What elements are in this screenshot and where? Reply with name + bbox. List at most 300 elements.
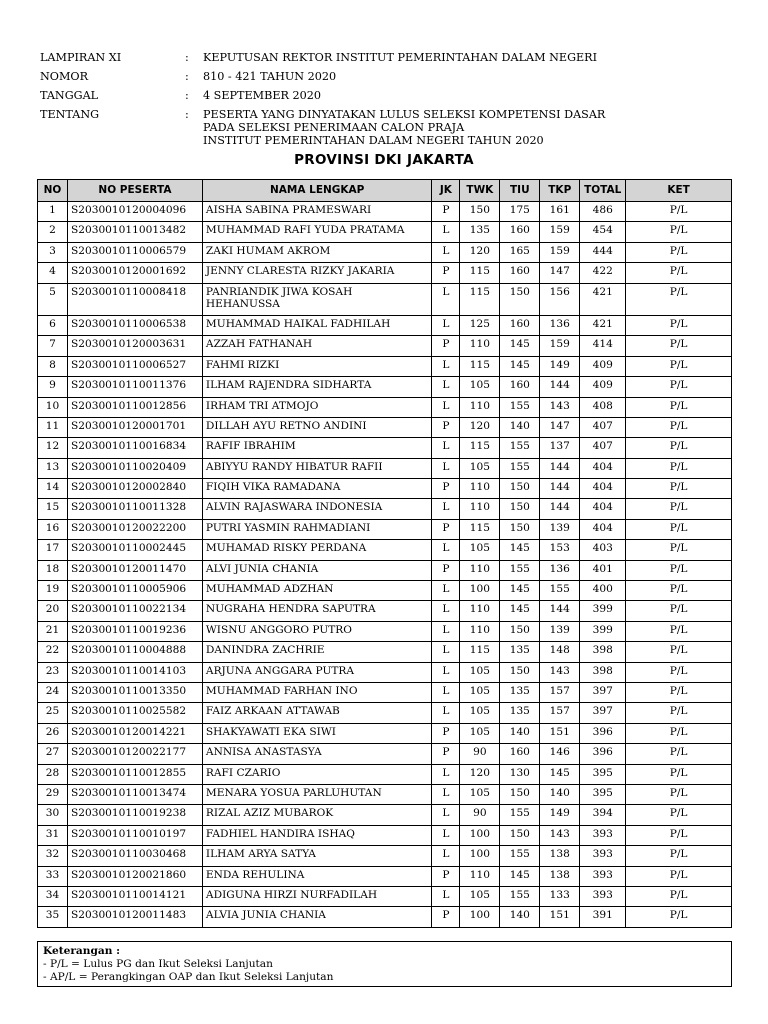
cell-twk: 120 — [460, 764, 500, 784]
cell-no: 25 — [38, 703, 68, 723]
cell-ket: P/L — [626, 377, 732, 397]
header-label: NOMOR — [40, 70, 89, 83]
cell-no: 9 — [38, 377, 68, 397]
table-row — [38, 886, 732, 906]
header-value-line: INSTITUT PEMERINTAHAN DALAM NEGERI TAHUN 2020 — [203, 134, 544, 147]
cell-no-peserta: S2030010120002840 — [67, 479, 202, 499]
cell-nama-lengkap: WISNU ANGGORO PUTRO — [202, 621, 432, 641]
table-body — [38, 202, 732, 928]
province-title: PROVINSI DKI JAKARTA — [294, 152, 474, 168]
cell-total: 444 — [580, 242, 626, 262]
cell-tiu: 145 — [500, 866, 540, 886]
cell-total: 395 — [580, 764, 626, 784]
cell-jk: L — [432, 805, 460, 825]
cell-total: 399 — [580, 621, 626, 641]
header-separator: : — [185, 70, 189, 83]
cell-total: 422 — [580, 263, 626, 283]
cell-no: 2 — [38, 222, 68, 242]
cell-ket: P/L — [626, 825, 732, 845]
cell-no: 12 — [38, 438, 68, 458]
cell-tiu: 160 — [500, 744, 540, 764]
cell-tiu: 160 — [500, 315, 540, 335]
header-label: LAMPIRAN XI — [40, 51, 122, 64]
header-separator: : — [185, 89, 189, 102]
notes-box — [37, 941, 732, 987]
cell-nama-lengkap: MUHAMMAD HAIKAL FADHILAH — [202, 315, 432, 335]
cell-tkp: 149 — [540, 805, 580, 825]
cell-jk: L — [432, 315, 460, 335]
cell-total: 408 — [580, 397, 626, 417]
cell-no: 6 — [38, 315, 68, 335]
cell-jk: L — [432, 438, 460, 458]
cell-no: 13 — [38, 458, 68, 478]
cell-tkp: 139 — [540, 621, 580, 641]
cell-ket: P/L — [626, 479, 732, 499]
table-row — [38, 866, 732, 886]
header-row-nomor — [40, 70, 720, 83]
cell-nama-lengkap: AISHA SABINA PRAMESWARI — [202, 202, 432, 222]
cell-nama-lengkap: IRHAM TRI ATMOJO — [202, 397, 432, 417]
cell-tiu: 135 — [500, 642, 540, 662]
cell-no-peserta: S2030010110006538 — [67, 315, 202, 335]
header-row-lampiran — [40, 51, 720, 64]
cell-jk: P — [432, 560, 460, 580]
cell-jk: L — [432, 222, 460, 242]
cell-total: 486 — [580, 202, 626, 222]
cell-nama-lengkap: MUHAMMAD ADZHAN — [202, 581, 432, 601]
cell-tiu: 150 — [500, 784, 540, 804]
cell-tiu: 155 — [500, 438, 540, 458]
cell-nama-lengkap: MUHAMMAD RAFI YUDA PRATAMA — [202, 222, 432, 242]
cell-no: 15 — [38, 499, 68, 519]
cell-tiu: 135 — [500, 703, 540, 723]
cell-nama-lengkap: ADIGUNA HIRZI NURFADILAH — [202, 886, 432, 906]
cell-jk: L — [432, 703, 460, 723]
header-value-line: PESERTA YANG DINYATAKAN LULUS SELEKSI KOMPETENSI DASAR — [203, 108, 606, 121]
cell-jk: L — [432, 846, 460, 866]
cell-jk: L — [432, 458, 460, 478]
table-row — [38, 682, 732, 702]
cell-tkp: 144 — [540, 499, 580, 519]
cell-jk: L — [432, 621, 460, 641]
column-header-total: TOTAL — [580, 180, 626, 202]
cell-tiu: 140 — [500, 723, 540, 743]
table-row — [38, 560, 732, 580]
cell-total: 421 — [580, 315, 626, 335]
cell-no: 20 — [38, 601, 68, 621]
cell-tiu: 130 — [500, 764, 540, 784]
cell-ket: P/L — [626, 866, 732, 886]
cell-jk: P — [432, 417, 460, 437]
column-header-no: NO — [38, 180, 68, 202]
table-row — [38, 222, 732, 242]
cell-no: 17 — [38, 540, 68, 560]
table-row — [38, 621, 732, 641]
cell-jk: L — [432, 242, 460, 262]
cell-no-peserta: S2030010110010197 — [67, 825, 202, 845]
cell-twk: 115 — [460, 263, 500, 283]
cell-twk: 150 — [460, 202, 500, 222]
header-label: TANGGAL — [40, 89, 99, 102]
table-row — [38, 744, 732, 764]
cell-no-peserta: S2030010120014221 — [67, 723, 202, 743]
cell-no-peserta: S2030010110014121 — [67, 886, 202, 906]
cell-nama-lengkap: MUHAMAD RISKY PERDANA — [202, 540, 432, 560]
table-row — [38, 438, 732, 458]
cell-total: 393 — [580, 886, 626, 906]
cell-tiu: 140 — [500, 417, 540, 437]
cell-twk: 105 — [460, 723, 500, 743]
cell-no: 11 — [38, 417, 68, 437]
cell-no: 24 — [38, 682, 68, 702]
table-row — [38, 723, 732, 743]
cell-nama-lengkap: ZAKI HUMAM AKROM — [202, 242, 432, 262]
cell-twk: 105 — [460, 458, 500, 478]
cell-jk: L — [432, 499, 460, 519]
cell-jk: P — [432, 479, 460, 499]
table-row — [38, 283, 732, 315]
cell-total: 407 — [580, 417, 626, 437]
cell-total: 394 — [580, 805, 626, 825]
cell-no-peserta: S2030010110004888 — [67, 642, 202, 662]
cell-twk: 115 — [460, 283, 500, 315]
cell-twk: 105 — [460, 377, 500, 397]
cell-tkp: 157 — [540, 703, 580, 723]
column-header-tiu: TIU — [500, 180, 540, 202]
cell-tkp: 151 — [540, 723, 580, 743]
cell-nama-lengkap: AZZAH FATHANAH — [202, 336, 432, 356]
cell-nama-lengkap: RAFIF IBRAHIM — [202, 438, 432, 458]
cell-twk: 115 — [460, 438, 500, 458]
cell-twk: 100 — [460, 581, 500, 601]
cell-twk: 110 — [460, 397, 500, 417]
cell-tkp: 145 — [540, 764, 580, 784]
cell-tkp: 147 — [540, 417, 580, 437]
column-header-no-peserta: NO PESERTA — [67, 180, 202, 202]
cell-twk: 110 — [460, 336, 500, 356]
cell-no: 3 — [38, 242, 68, 262]
table-row — [38, 263, 732, 283]
cell-no-peserta: S2030010110012856 — [67, 397, 202, 417]
table-row — [38, 642, 732, 662]
cell-tiu: 150 — [500, 479, 540, 499]
cell-tiu: 140 — [500, 907, 540, 927]
cell-ket: P/L — [626, 222, 732, 242]
cell-twk: 100 — [460, 907, 500, 927]
cell-jk: P — [432, 723, 460, 743]
cell-no: 27 — [38, 744, 68, 764]
cell-tiu: 175 — [500, 202, 540, 222]
column-header-ket: KET — [626, 180, 732, 202]
cell-nama-lengkap: ENDA REHULINA — [202, 866, 432, 886]
cell-tiu: 135 — [500, 682, 540, 702]
cell-twk: 115 — [460, 642, 500, 662]
table-row — [38, 242, 732, 262]
cell-tiu: 150 — [500, 499, 540, 519]
cell-nama-lengkap: NUGRAHA HENDRA SAPUTRA — [202, 601, 432, 621]
cell-nama-lengkap: DANINDRA ZACHRIE — [202, 642, 432, 662]
cell-no-peserta: S2030010110013350 — [67, 682, 202, 702]
table-header-row — [38, 180, 732, 202]
table-row — [38, 458, 732, 478]
cell-no: 28 — [38, 764, 68, 784]
table-row — [38, 315, 732, 335]
document-header — [40, 51, 720, 147]
cell-no: 5 — [38, 283, 68, 315]
cell-twk: 90 — [460, 744, 500, 764]
cell-total: 404 — [580, 479, 626, 499]
cell-total: 409 — [580, 377, 626, 397]
results-table — [37, 179, 732, 928]
cell-nama-lengkap: MENARA YOSUA PARLUHUTAN — [202, 784, 432, 804]
notes-title: Keterangan : — [43, 945, 121, 957]
cell-no-peserta: S2030010110022134 — [67, 601, 202, 621]
cell-nama-lengkap: RIZAL AZIZ MUBAROK — [202, 805, 432, 825]
cell-total: 400 — [580, 581, 626, 601]
cell-twk: 110 — [460, 479, 500, 499]
table-row — [38, 764, 732, 784]
cell-no: 33 — [38, 866, 68, 886]
cell-tkp: 146 — [540, 744, 580, 764]
table-row — [38, 703, 732, 723]
table-row — [38, 784, 732, 804]
cell-ket: P/L — [626, 458, 732, 478]
cell-no-peserta: S2030010120022177 — [67, 744, 202, 764]
cell-no: 10 — [38, 397, 68, 417]
cell-tkp: 159 — [540, 222, 580, 242]
cell-ket: P/L — [626, 356, 732, 376]
notes-item: - AP/L = Perangkingan OAP dan Ikut Seleksi Lanjutan — [43, 971, 334, 983]
cell-twk: 100 — [460, 846, 500, 866]
cell-ket: P/L — [626, 242, 732, 262]
cell-no-peserta: S2030010110016834 — [67, 438, 202, 458]
cell-total: 414 — [580, 336, 626, 356]
cell-tkp: 144 — [540, 458, 580, 478]
cell-no-peserta: S2030010110008418 — [67, 283, 202, 315]
cell-no-peserta: S2030010120004096 — [67, 202, 202, 222]
table-row — [38, 202, 732, 222]
cell-twk: 135 — [460, 222, 500, 242]
cell-total: 404 — [580, 519, 626, 539]
cell-nama-lengkap: FIQIH VIKA RAMADANA — [202, 479, 432, 499]
cell-twk: 110 — [460, 601, 500, 621]
cell-tiu: 145 — [500, 540, 540, 560]
cell-twk: 110 — [460, 560, 500, 580]
cell-total: 397 — [580, 682, 626, 702]
cell-jk: P — [432, 866, 460, 886]
cell-no-peserta: S2030010120001692 — [67, 263, 202, 283]
cell-no: 14 — [38, 479, 68, 499]
cell-tiu: 155 — [500, 805, 540, 825]
cell-tkp: 151 — [540, 907, 580, 927]
cell-tkp: 159 — [540, 242, 580, 262]
cell-twk: 90 — [460, 805, 500, 825]
cell-nama-lengkap: RAFI CZARIO — [202, 764, 432, 784]
cell-ket: P/L — [626, 560, 732, 580]
cell-no: 4 — [38, 263, 68, 283]
table-row — [38, 479, 732, 499]
cell-nama-lengkap: ALVIA JUNIA CHANIA — [202, 907, 432, 927]
cell-tkp: 153 — [540, 540, 580, 560]
cell-tkp: 138 — [540, 866, 580, 886]
cell-total: 396 — [580, 744, 626, 764]
cell-twk: 105 — [460, 682, 500, 702]
cell-jk: L — [432, 682, 460, 702]
cell-tkp: 136 — [540, 315, 580, 335]
cell-total: 393 — [580, 866, 626, 886]
cell-total: 399 — [580, 601, 626, 621]
cell-no-peserta: S2030010110019236 — [67, 621, 202, 641]
cell-total: 421 — [580, 283, 626, 315]
cell-jk: L — [432, 764, 460, 784]
cell-no: 22 — [38, 642, 68, 662]
cell-tkp: 148 — [540, 642, 580, 662]
cell-no-peserta: S2030010110019238 — [67, 805, 202, 825]
cell-ket: P/L — [626, 581, 732, 601]
cell-tkp: 139 — [540, 519, 580, 539]
cell-jk: P — [432, 744, 460, 764]
table-row — [38, 540, 732, 560]
cell-total: 396 — [580, 723, 626, 743]
cell-no-peserta: S2030010110014103 — [67, 662, 202, 682]
cell-total: 393 — [580, 825, 626, 845]
cell-jk: L — [432, 581, 460, 601]
table-row — [38, 397, 732, 417]
cell-no-peserta: S2030010110025582 — [67, 703, 202, 723]
cell-tkp: 144 — [540, 479, 580, 499]
cell-ket: P/L — [626, 642, 732, 662]
cell-no-peserta: S2030010120021860 — [67, 866, 202, 886]
table-row — [38, 825, 732, 845]
cell-ket: P/L — [626, 499, 732, 519]
column-header-jk: JK — [432, 180, 460, 202]
cell-twk: 100 — [460, 825, 500, 845]
cell-no-peserta: S2030010120001701 — [67, 417, 202, 437]
cell-ket: P/L — [626, 907, 732, 927]
cell-tiu: 145 — [500, 336, 540, 356]
cell-tiu: 165 — [500, 242, 540, 262]
cell-tkp: 143 — [540, 825, 580, 845]
cell-tiu: 160 — [500, 222, 540, 242]
table-row — [38, 601, 732, 621]
header-separator: : — [185, 51, 189, 64]
cell-jk: L — [432, 886, 460, 906]
cell-ket: P/L — [626, 438, 732, 458]
cell-ket: P/L — [626, 417, 732, 437]
cell-tiu: 150 — [500, 662, 540, 682]
cell-ket: P/L — [626, 202, 732, 222]
cell-total: 395 — [580, 784, 626, 804]
cell-ket: P/L — [626, 540, 732, 560]
cell-tiu: 160 — [500, 263, 540, 283]
cell-nama-lengkap: SHAKYAWATI EKA SIWI — [202, 723, 432, 743]
cell-twk: 115 — [460, 519, 500, 539]
cell-ket: P/L — [626, 315, 732, 335]
header-value: KEPUTUSAN REKTOR INSTITUT PEMERINTAHAN DALAM NEGERI — [203, 51, 598, 64]
cell-ket: P/L — [626, 846, 732, 866]
cell-tkp: 144 — [540, 377, 580, 397]
table-row — [38, 846, 732, 866]
cell-jk: L — [432, 540, 460, 560]
cell-jk: L — [432, 377, 460, 397]
cell-jk: L — [432, 784, 460, 804]
cell-tkp: 157 — [540, 682, 580, 702]
cell-nama-lengkap: MUHAMMAD FARHAN INO — [202, 682, 432, 702]
column-header-twk: TWK — [460, 180, 500, 202]
cell-twk: 105 — [460, 886, 500, 906]
cell-twk: 105 — [460, 703, 500, 723]
table-row — [38, 356, 732, 376]
cell-twk: 105 — [460, 662, 500, 682]
cell-tkp: 140 — [540, 784, 580, 804]
column-header-tkp: TKP — [540, 180, 580, 202]
cell-no: 35 — [38, 907, 68, 927]
cell-total: 407 — [580, 438, 626, 458]
cell-no-peserta: S2030010110030468 — [67, 846, 202, 866]
cell-tiu: 145 — [500, 601, 540, 621]
header-separator: : — [185, 108, 189, 121]
cell-ket: P/L — [626, 662, 732, 682]
cell-no-peserta: S2030010110012855 — [67, 764, 202, 784]
cell-no: 34 — [38, 886, 68, 906]
cell-nama-lengkap: ABIYYU RANDY HIBATUR RAFII — [202, 458, 432, 478]
cell-nama-lengkap: ALVIN RAJASWARA INDONESIA — [202, 499, 432, 519]
header-value: 4 SEPTEMBER 2020 — [203, 89, 321, 102]
cell-tkp: 137 — [540, 438, 580, 458]
cell-nama-lengkap: ILHAM RAJENDRA SIDHARTA — [202, 377, 432, 397]
cell-total: 398 — [580, 642, 626, 662]
cell-twk: 110 — [460, 866, 500, 886]
cell-no: 16 — [38, 519, 68, 539]
cell-tiu: 150 — [500, 825, 540, 845]
cell-twk: 115 — [460, 356, 500, 376]
cell-total: 454 — [580, 222, 626, 242]
cell-ket: P/L — [626, 744, 732, 764]
cell-total: 404 — [580, 458, 626, 478]
cell-nama-lengkap: FADHIEL HANDIRA ISHAQ — [202, 825, 432, 845]
cell-nama-lengkap: PANRIANDIK JIWA KOSAH HEHANUSSA — [202, 283, 432, 315]
cell-total: 393 — [580, 846, 626, 866]
cell-no-peserta: S2030010110011376 — [67, 377, 202, 397]
cell-tkp: 144 — [540, 601, 580, 621]
cell-jk: P — [432, 336, 460, 356]
cell-no-peserta: S2030010120022200 — [67, 519, 202, 539]
cell-tkp: 147 — [540, 263, 580, 283]
cell-jk: L — [432, 356, 460, 376]
cell-no: 26 — [38, 723, 68, 743]
cell-no-peserta: S2030010110013482 — [67, 222, 202, 242]
cell-ket: P/L — [626, 682, 732, 702]
cell-no: 32 — [38, 846, 68, 866]
cell-nama-lengkap: ALVI JUNIA CHANIA — [202, 560, 432, 580]
header-value: 810 - 421 TAHUN 2020 — [203, 70, 337, 83]
cell-no-peserta: S2030010120003631 — [67, 336, 202, 356]
cell-tkp: 159 — [540, 336, 580, 356]
cell-tkp: 156 — [540, 283, 580, 315]
cell-tiu: 145 — [500, 356, 540, 376]
cell-tiu: 155 — [500, 397, 540, 417]
cell-no: 1 — [38, 202, 68, 222]
table-row — [38, 907, 732, 927]
cell-nama-lengkap: JENNY CLARESTA RIZKY JAKARIA — [202, 263, 432, 283]
table-row — [38, 499, 732, 519]
table-row — [38, 417, 732, 437]
cell-twk: 120 — [460, 242, 500, 262]
cell-no: 18 — [38, 560, 68, 580]
cell-jk: L — [432, 642, 460, 662]
cell-jk: P — [432, 202, 460, 222]
cell-ket: P/L — [626, 263, 732, 283]
